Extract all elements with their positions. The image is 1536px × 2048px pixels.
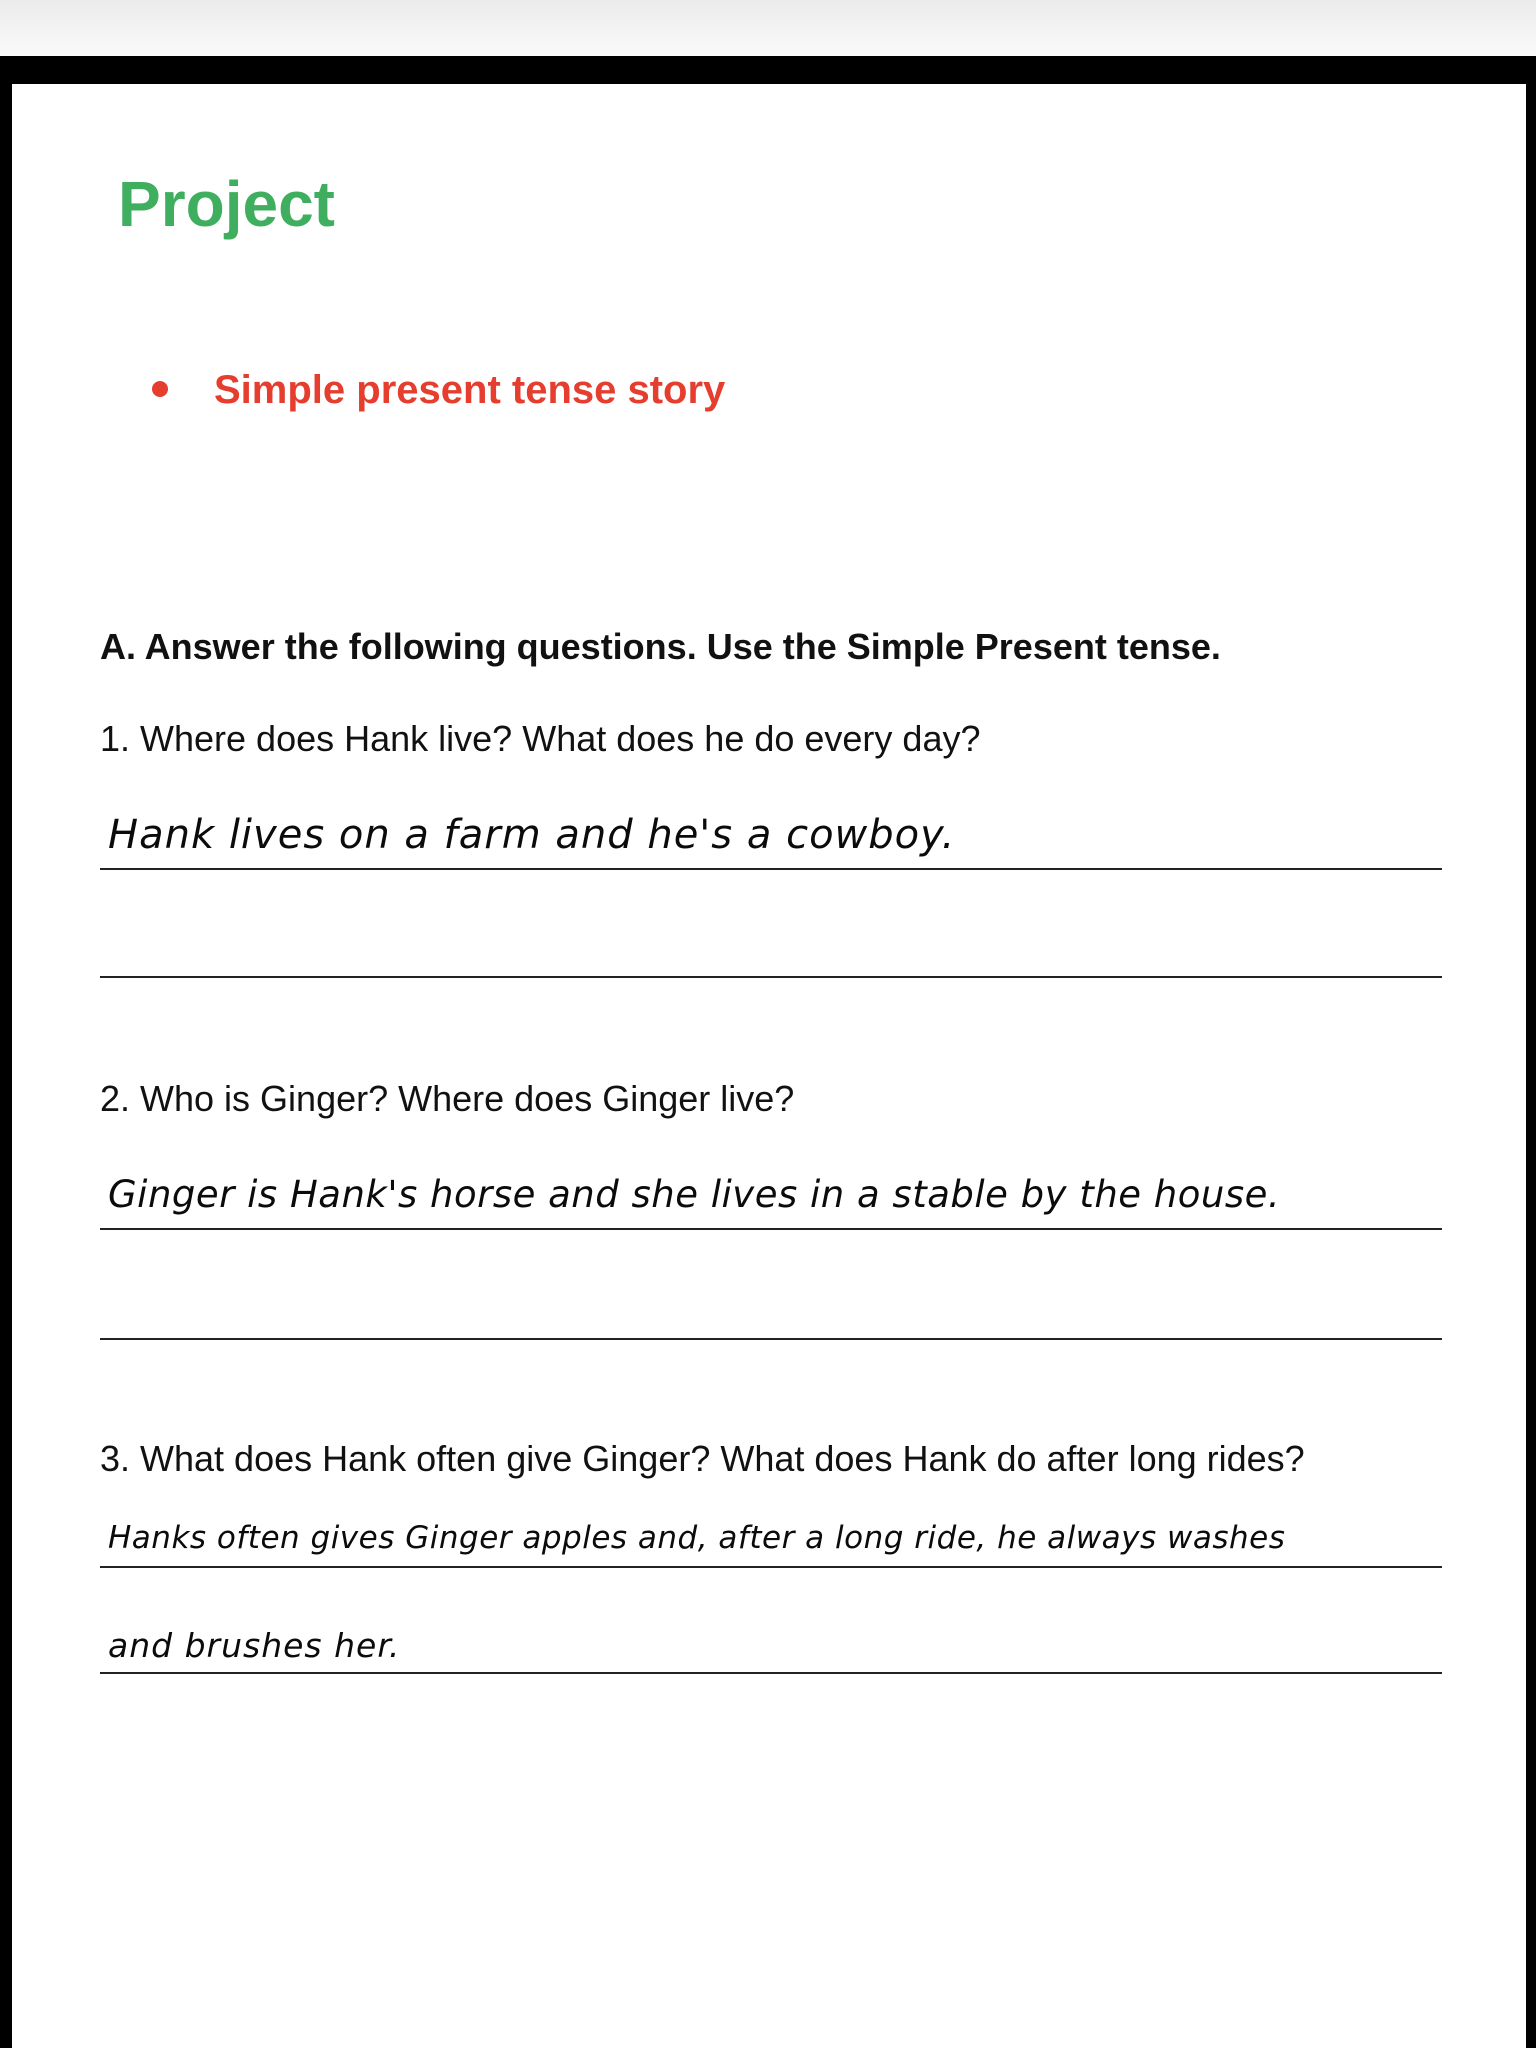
- question-1: 1. Where does Hank live? What does he do every day?: [100, 718, 981, 759]
- handwritten-answer-3-line-2: and brushes her.: [108, 1626, 401, 1665]
- question-3: 3. What does Hank often give Ginger? What does Hank do after long rides?: [100, 1438, 1305, 1479]
- worksheet-page: [12, 84, 1526, 2048]
- bullet-dot-icon: [152, 381, 168, 397]
- answer-line: [100, 1338, 1442, 1340]
- answer-line: [100, 1566, 1442, 1568]
- answer-line: [100, 868, 1442, 870]
- page-title: Project: [118, 168, 335, 240]
- document-right-border: [1526, 56, 1536, 2048]
- handwritten-answer-3-line-1: Hanks often gives Ginger apples and, after a long ride, he always washes: [108, 1520, 1286, 1556]
- handwritten-answer-2-line-1: Ginger is Hank's horse and she lives in a stable by the house.: [108, 1173, 1281, 1216]
- handwritten-answer-1-line-1: Hank lives on a farm and he's a cowboy.: [108, 812, 956, 858]
- document-top-border: [0, 56, 1536, 84]
- document-left-border: [0, 56, 12, 2048]
- answer-line: [100, 1672, 1442, 1674]
- question-2: 2. Who is Ginger? Where does Ginger live?: [100, 1078, 795, 1119]
- answer-line: [100, 976, 1442, 978]
- bullet-item: [152, 362, 725, 418]
- bullet-item-label: Simple present tense story: [214, 368, 726, 412]
- section-instruction: A. Answer the following questions. Use the Simple Present tense.: [100, 626, 1221, 667]
- answer-line: [100, 1228, 1442, 1230]
- top-bezel: [0, 0, 1536, 56]
